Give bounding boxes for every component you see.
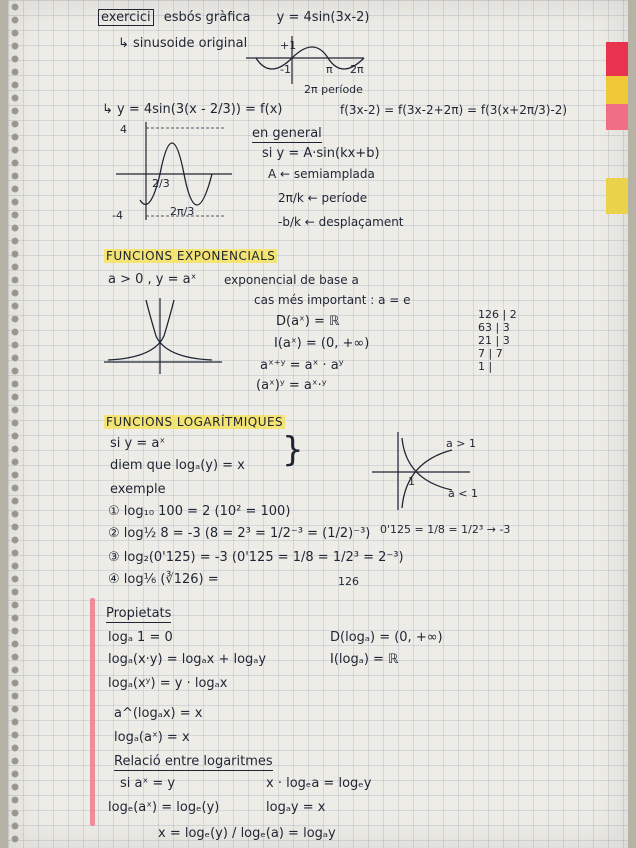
sinusoid-label: ↳ sinusoide original	[118, 36, 248, 51]
general-line2: A ← semiamplada	[268, 167, 375, 181]
graph1-period: 2π/3	[170, 205, 195, 218]
log-heading-text: FUNCIONS LOGARÍTMIQUES	[106, 415, 284, 429]
exercise-tag: exercici	[98, 9, 154, 26]
example-2-side: 0'125 = 1/8 = 1/2³ → -3	[380, 523, 511, 536]
properties-heading: Propietats	[106, 606, 172, 621]
example-1: ① log₁₀ 100 = 2 (10² = 100)	[108, 504, 291, 519]
header-formula: y = 4sin(3x-2)	[276, 10, 370, 25]
property-5: logₐ(aˣ) = x	[114, 730, 190, 745]
property-1: logₐ 1 = 0	[108, 630, 173, 645]
property-2: logₐ(x·y) = logₐx + logₐy	[108, 652, 267, 667]
sinusoid-sketch	[246, 36, 366, 86]
general-line3: 2π/k ← període	[278, 191, 368, 205]
graph1-y-bottom: -4	[112, 209, 123, 222]
exp-line5: aˣ⁺ʸ = aˣ · aʸ	[260, 358, 344, 373]
example-heading: exemple	[110, 482, 166, 497]
property-3: logₐ(xʸ) = y · logₐx	[108, 676, 228, 691]
log-graph-point: 1	[408, 475, 415, 488]
exp-heading-text: FUNCIONS EXPONENCIALS	[106, 249, 276, 263]
log-graph-a-lt: a < 1	[448, 487, 478, 500]
graph1-y-top: 4	[120, 123, 127, 136]
axis-plus-one: +1	[280, 39, 297, 52]
general-line1: si y = A·sin(kx+b)	[262, 146, 380, 161]
equation-periodicity: f(3x-2) = f(3x-2+2π) = f(3(x+2π/3)-2)	[340, 103, 568, 117]
exp-heading	[104, 248, 277, 264]
side-calc-row: 21 | 3	[478, 334, 510, 347]
axis-pi: π	[326, 63, 333, 76]
relation-1: si aˣ = y	[120, 776, 176, 791]
general-heading: en general	[252, 126, 322, 141]
side-calc-row: 126 | 2	[478, 308, 517, 321]
axis-minus-one: -1	[280, 63, 291, 76]
equation-rewrite: ↳ y = 4sin(3(x - 2/3)) = f(x)	[102, 102, 283, 117]
example-3: ③ log₂(0'125) = -3 (0'125 = 1/8 = 1/2³ = 2⁻³)	[108, 550, 404, 565]
header-title: esbós gràfica	[163, 10, 251, 25]
exp-line2: cas més important : a = e	[254, 293, 411, 307]
side-division	[478, 308, 517, 373]
log-heading	[104, 414, 285, 430]
log-graph-a-gt: a > 1	[446, 437, 476, 450]
domain-line: D(logₐ) = (0, +∞)	[330, 630, 443, 645]
exp-line3: D(aˣ) = ℝ	[276, 314, 340, 329]
axis-two-pi: 2π	[350, 63, 364, 76]
header-line	[98, 10, 370, 26]
property-4: a^(logₐx) = x	[114, 706, 203, 721]
side-calc-row: 63 | 3	[478, 321, 510, 334]
exp-graph	[104, 296, 224, 376]
graph1-shift: 2/3	[152, 177, 170, 190]
exp-line6: (aˣ)ʸ = aˣ·ʸ	[256, 378, 327, 393]
log-def2: diem que logₐ(y) = x	[110, 458, 245, 473]
example-4-note: 126	[338, 575, 359, 588]
example-4: ④ log⅙ (∛126) =	[108, 572, 219, 587]
general-line4: -b/k ← desplaçament	[278, 215, 404, 229]
spiral-binding	[8, 0, 22, 848]
notebook-page	[8, 0, 628, 848]
period-note: 2π període	[304, 83, 363, 96]
relation-2: logₑ(aˣ) = logₑ(y)	[108, 800, 220, 815]
relation-2-right: logₐy = x	[266, 800, 326, 815]
red-tab	[606, 42, 628, 76]
pink-highlight-bar	[90, 598, 95, 826]
relation-1-right: x · logₑa = logₑy	[266, 776, 372, 791]
side-calc-row: 7 | 7	[478, 347, 503, 360]
log-def-brace: }	[282, 430, 304, 470]
log-def1: si y = aˣ	[110, 436, 166, 451]
example-2: ② log½ 8 = -3 (8 = 2³ = 1/2⁻³ = (1/2)⁻³)	[108, 526, 371, 541]
yellow-tab	[606, 76, 628, 104]
image-line: I(logₐ) = ℝ	[330, 652, 399, 667]
exp-line1: a > 0 , y = aˣ	[108, 272, 197, 287]
exp-line4: I(aˣ) = (0, +∞)	[274, 336, 370, 351]
exp-line1-note: exponencial de base a	[224, 273, 359, 287]
relation-heading: Relació entre logaritmes	[114, 754, 273, 769]
relation-3: x = logₑ(y) / logₑ(a) = logₐy	[158, 826, 336, 841]
pink-tab	[606, 104, 628, 130]
yellow-tab-lower	[606, 178, 628, 214]
side-calc-row: 1 |	[478, 360, 493, 373]
